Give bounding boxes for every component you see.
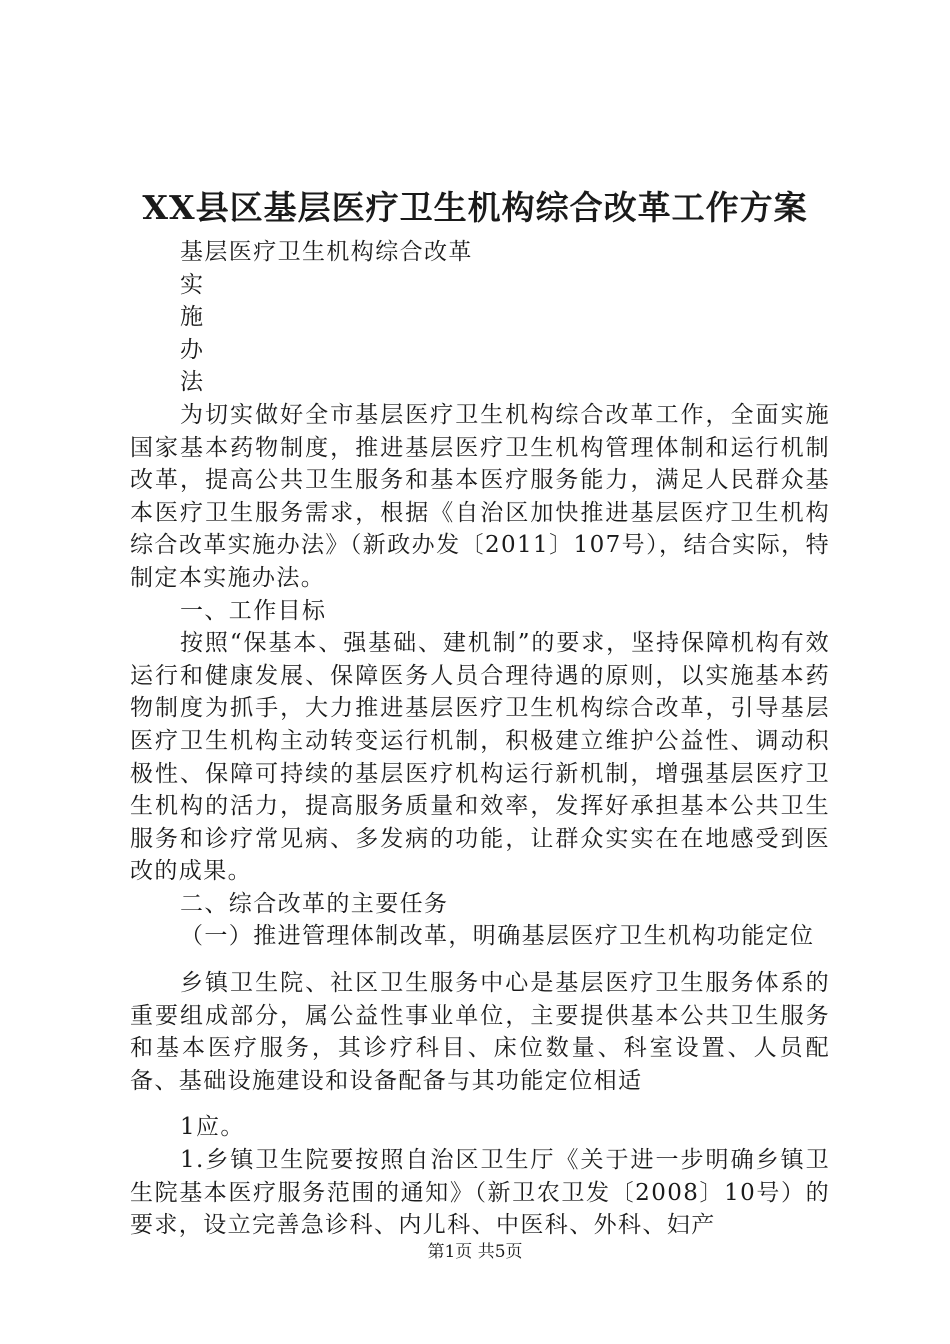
subtitle-line: 基层医疗卫生机构综合改革 xyxy=(180,239,473,265)
fragment-line: 1应。 xyxy=(180,1114,245,1141)
goal-paragraph: 按照“保基本、强基础、建机制”的要求，坚持保障机构有效运行和健康发展、保障医务人员合理待遇的原则，以实施基本药物制度为抓手，大力推进基层医疗卫生机构综合改革，引导基层医疗卫生机构主动转变运行机制，积极建立维护公益性、调动积极性、保障可持续的基层医疗机构运行新机制，增强基层医疗卫生机构的活力，提高服务质量和效率，发挥好承担基本公共卫生服务和诊疗常见病、多发病的功能，让群众实实在在地感受到医改的成果。 xyxy=(130,630,830,885)
subtitle-line: 办 xyxy=(180,336,205,363)
page-footer: 第1页 共5页 xyxy=(427,1242,523,1262)
section-heading: 二、综合改革的主要任务 xyxy=(180,890,449,917)
subsection-heading: （一）推进管理体制改革，明确基层医疗卫生机构功能定位 xyxy=(180,923,815,950)
section-heading: 一、工作目标 xyxy=(180,597,327,624)
intro-paragraph: 为切实做好全市基层医疗卫生机构综合改革工作，全面实施国家基本药物制度，推进基层医疗卫生机构管理体制和运行机制改革，提高公共卫生服务和基本医疗服务能力，满足人民群众基本医疗卫生服务需求，根据《自治区加快推进基层医疗卫生机构综合改革实施办法》（新政办发〔2011〕107号），结合实际，特制定本实施办法。 xyxy=(130,401,830,591)
item-paragraph: 1.乡镇卫生院要按照自治区卫生厅《关于进一步明确乡镇卫生院基本医疗服务范围的通知》（新卫农卫发〔2008〕10号）的要求，设立完善急诊科、内儿科、中医科、外科、妇产 xyxy=(130,1147,830,1239)
subtitle-line: 施 xyxy=(180,304,205,331)
positioning-paragraph: 乡镇卫生院、社区卫生服务中心是基层医疗卫生服务体系的重要组成部分，属公益性事业单位，主要提供基本公共卫生服务和基本医疗服务，其诊疗科目、床位数量、科室设置、人员配备、基础设施建设和设备配备与其功能定位相适 xyxy=(130,970,830,1094)
document-body xyxy=(130,236,830,1242)
document-title: XX县区基层医疗卫生机构综合改革工作方案 xyxy=(142,188,808,227)
subtitle-line: 法 xyxy=(180,369,205,396)
subtitle-line: 实 xyxy=(180,271,205,298)
